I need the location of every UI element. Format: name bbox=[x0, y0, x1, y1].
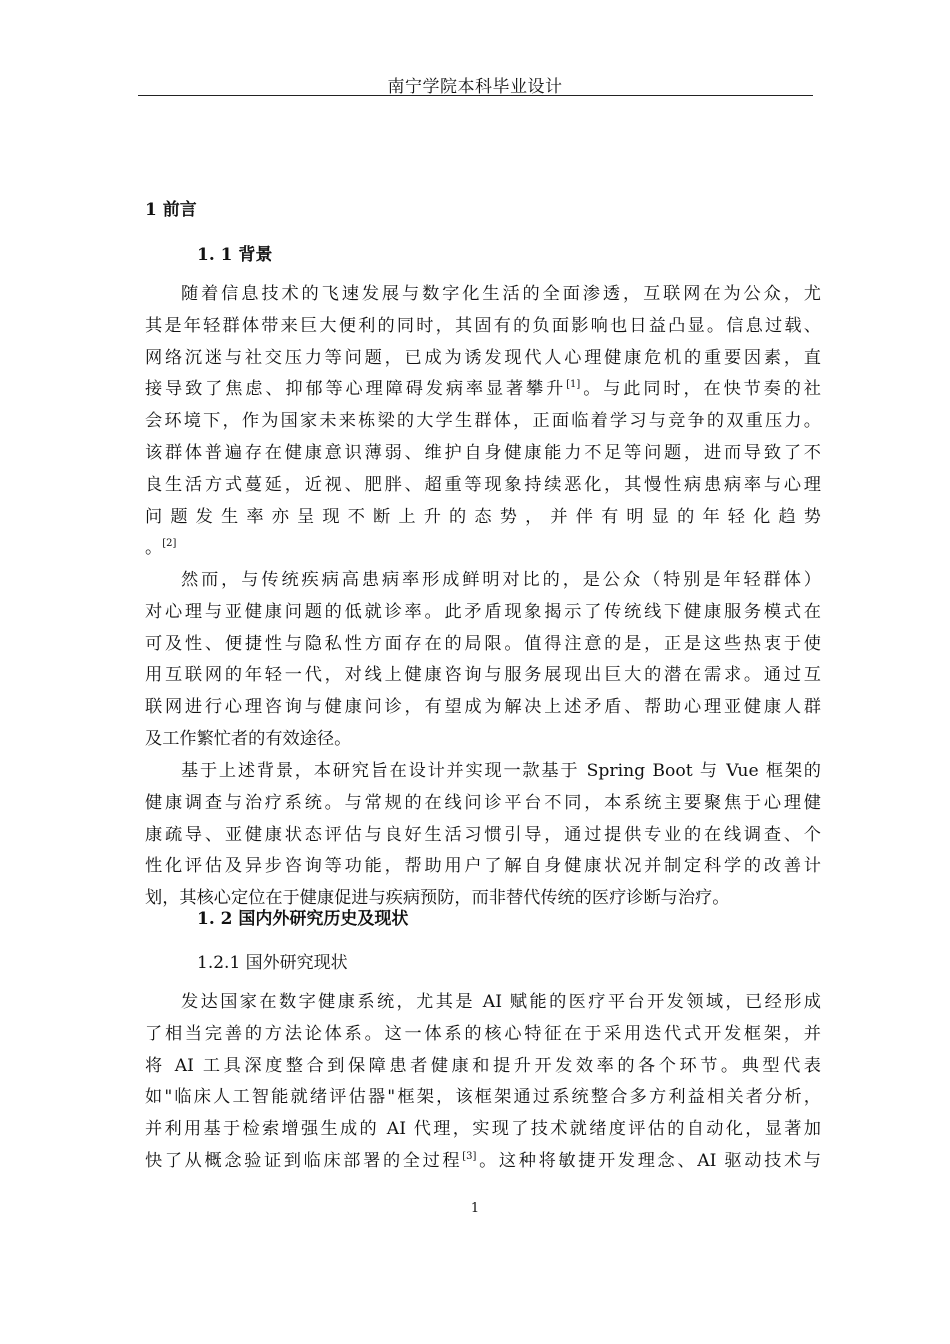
section-heading-1-1: 1. 1 背景 bbox=[197, 245, 273, 265]
section-heading-1: 1 前言 bbox=[145, 200, 197, 220]
paragraph-background-3 bbox=[145, 756, 821, 915]
page-header-title: 南宁学院本科毕业设计 bbox=[387, 77, 563, 97]
page-number: 1 bbox=[470, 1201, 480, 1216]
text-line: 网络沉迷与社交压力等问题，已成为诱发现代人心理健康危机的重要因素，直 bbox=[145, 347, 821, 368]
header-divider bbox=[138, 95, 813, 96]
text-line: 了相当完善的方法论体系。这一体系的核心特征在于采用迭代式开发框架，并 bbox=[145, 1023, 821, 1044]
text-line: 康疏导、亚健康状态评估与良好生活习惯引导，通过提供专业的在线调查、个 bbox=[145, 824, 821, 845]
text-line: 良生活方式蔓延，近视、肥胖、超重等现象持续恶化，其慢性病患病率与心理 bbox=[145, 474, 821, 495]
text-line: 将 AI 工具深度整合到保障患者健康和提升开发效率的各个环节。典型代表 bbox=[145, 1055, 821, 1076]
text-segment: 接导致了焦虑、抑郁等心理障碍发病率显著攀升 bbox=[145, 379, 567, 400]
text-line: 对心理与亚健康问题的低就诊率。此矛盾现象揭示了传统线下健康服务模式在 bbox=[145, 601, 821, 622]
text-line: 并利用基于检索增强生成的 AI 代理，实现了技术就绪度评估的自动化，显著加 bbox=[145, 1119, 821, 1140]
text-line: 基于上述背景，本研究旨在设计并实现一款基于 Spring Boot 与 Vue 框架的 bbox=[181, 761, 821, 781]
text-line: 用互联网的年轻一代，对线上健康咨询与服务展现出巨大的潜在需求。通过互 bbox=[145, 665, 821, 686]
text-line: 随着信息技术的飞速发展与数字化生活的全面渗透，互联网在为公众，尤 bbox=[181, 284, 821, 304]
citation-ref-2: [2] bbox=[162, 538, 177, 550]
section-heading-1-2: 1. 2 国内外研究历史及现状 bbox=[197, 909, 409, 929]
text-line: 然而，与传统疾病高患病率形成鲜明对比的，是公众（特别是年轻群体） bbox=[181, 570, 821, 590]
text-line bbox=[145, 1146, 821, 1178]
text-segment: 。与此同时，在快节奏的社 bbox=[580, 379, 821, 400]
section-heading-1-2-1: 1.2.1 国外研究现状 bbox=[197, 953, 348, 973]
text-line: 性化评估及异步咨询等功能，帮助用户了解自身健康状况并制定科学的改善计 bbox=[145, 856, 821, 877]
text-line bbox=[145, 533, 821, 565]
text-line: 其是年轻群体带来巨大便利的同时，其固有的负面影响也日益凸显。信息过载、 bbox=[145, 315, 821, 336]
text-line: 会环境下，作为国家未来栋梁的大学生群体，正面临着学习与竞争的双重压力。 bbox=[145, 411, 821, 432]
text-line: 联网进行心理咨询与健康问诊，有望成为解决上述矛盾、帮助心理亚健康人群 bbox=[145, 697, 821, 718]
text-segment: 快了从概念验证到临床部署的全过程 bbox=[145, 1150, 463, 1171]
text-line bbox=[145, 374, 821, 406]
paragraph-foreign-research bbox=[145, 987, 821, 1178]
citation-ref-1: [1] bbox=[566, 379, 581, 391]
text-line: 划，其核心定位在于健康促进与疾病预防，而非替代传统的医疗诊断与治疗。 bbox=[145, 888, 730, 909]
text-line: 及工作繁忙者的有效途径。 bbox=[145, 728, 352, 749]
text-line: 问题发生率亦呈现不断上升的态势，并伴有明显的年轻化趋势 bbox=[145, 506, 821, 527]
text-segment: 。这种将敏捷开发理念、AI 驱动技术与 bbox=[476, 1150, 821, 1171]
text-line: 该群体普遍存在健康意识薄弱、维护自身健康能力不足等问题，进而导致了不 bbox=[145, 442, 821, 463]
paragraph-background-2 bbox=[145, 565, 821, 756]
text-line: 健康调查与治疗系统。与常规的在线问诊平台不同，本系统主要聚焦于心理健 bbox=[145, 792, 821, 813]
paragraph-background-1 bbox=[145, 279, 821, 565]
citation-ref-3: [3] bbox=[462, 1150, 477, 1162]
text-line: 可及性、便捷性与隐私性方面存在的局限。值得注意的是，正是这些热衷于使 bbox=[145, 633, 821, 654]
text-line: 发达国家在数字健康系统，尤其是 AI 赋能的医疗平台开发领域，已经形成 bbox=[181, 992, 821, 1012]
text-line: 如"临床人工智能就绪评估器"框架，该框架通过系统整合多方利益相关者分析， bbox=[145, 1087, 821, 1108]
text-segment: 。 bbox=[145, 538, 163, 559]
